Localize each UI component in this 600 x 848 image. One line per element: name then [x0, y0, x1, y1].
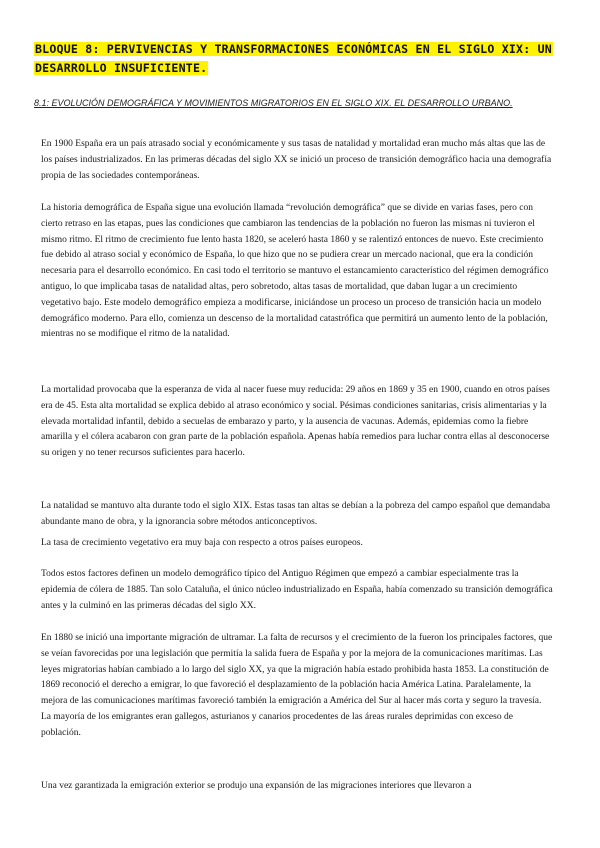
paragraph-8: Una vez garantizada la emigración exterior se produjo una expansión de las migraciones interiores que llevaron a [41, 781, 472, 791]
paragraph-2: La historia demográfica de España sigue una evolución llamada “revolución demográfica” que se divide en varias fases, pero con cierto retraso en las etapas, pues las condiciones que cambiaron las tendencias de la población no fueron las mismas ni tuvieron el mismo ritmo. El ritmo de crecimiento fue lento hasta 1820, se aceleró hasta 1860 y se ralentizó entonces de nuevo. Este crecimiento fue debido al atraso social y económico de España, lo que hizo que no se pudiera crear un mercado nacional, que era la condición necesaria para el desarrollo económico. En casi todo el territorio se mantuvo el estancamiento característico del régimen demográfico antiguo, lo que implicaba tasas de natalidad altas, pero sobretodo, altas tasas de mortalidad, que daban lugar a un crecimiento vegetativo bajo. Este modelo demográfico empieza a modificarse, iniciándose un proceso un proceso de transición hacia un modelo demográfico moderno. Para ello, comienza un descenso de la mortalidad catastrófica que permitirá un aumento lento de la población, mientras no se modifique el ritmo de la natalidad. [41, 203, 549, 340]
paragraph-4: La natalidad se mantuvo alta durante todo el siglo XIX. Estas tasas tan altas se debían a la pobreza del campo español que demandaba abundante mano de obra, y la ignorancia sobre métodos anticonceptivos. [41, 501, 551, 527]
section-subtitle: 8.1: EVOLUCIÓN DEMOGRÁFICA Y MOVIMIENTOS MIGRATORIOS EN EL SIGLO XIX. EL DESARROLLO URBANO. [34, 98, 513, 108]
paragraph-1: En 1900 España era un país atrasado social y económicamente y sus tasas de natalidad y mortalidad eran mucho más altas que las de los países industrializados. En las primeras décadas del siglo XX se inició un proceso de transición demográfico hacia una demografía propia de las sociedades contemporáneas. [41, 139, 552, 181]
paragraph-5: La tasa de crecimiento vegetativo era muy baja con respecto a otros países europeos. [41, 538, 363, 548]
paragraph-3: La mortalidad provocaba que la esperanza de vida al nacer fuese muy reducida: 29 años en 1869 y 35 en 1900, cuando en otros países era de 45. Esta alta mortalidad se explica debido al atraso económico y social. Pésimas condiciones sanitarias, crisis alimentarias y la elevada mortalidad infantil, debido a secuelas de embarazo y parto, y la ausencia de vacunas. Además, epidemias como la fiebre amarilla y el cólera acabaron con gran parte de la población española. Apenas había remedios para luchar contra ellas al desconocerse su origen y no tener recursos suficientes para hacerlo. [41, 385, 550, 459]
highlighted-title-text: BLOQUE 8: PERVIVENCIAS Y TRANSFORMACIONES ECONÓMICAS EN EL SIGLO XIX: UN DESARROLLO INSUFICIENTE. [35, 42, 552, 75]
paragraph-6: Todos estos factores definen un modelo demográfico típico del Antiguo Régimen que empezó a cambiar especialmente tras la epidemia de cólera de 1885. Tan solo Cataluña, el único núcleo industrializado en España, había comenzado su transición demográfica antes y la culminó en las primeras décadas del siglo XX. [41, 569, 553, 611]
page-title [34, 40, 554, 78]
paragraph-7: En 1880 se inició una importante migración de ultramar. La falta de recursos y el crecimiento de la fueron los principales factores, que se veían favorecidas por una legislación que permitía la salida fuera de España y por la mejora de la comunicaciones marítimas. Las leyes migratorias habían cambiado a lo largo del siglo XX, ya que la migración había estado prohibida hasta 1853. La constitución de 1869 reconoció el derecho a emigrar, lo que favoreció el desplazamiento de la población hacia América Latina. Paralelamente, la mejora de las comunicaciones marítimas favoreció también la emigración a América del Sur al hacer más corta y seguro la travesía. La mayoría de los emigrantes eran gallegos, asturianos y canarios procedentes de las áreas rurales deprimidas con exceso de población. [41, 633, 553, 738]
